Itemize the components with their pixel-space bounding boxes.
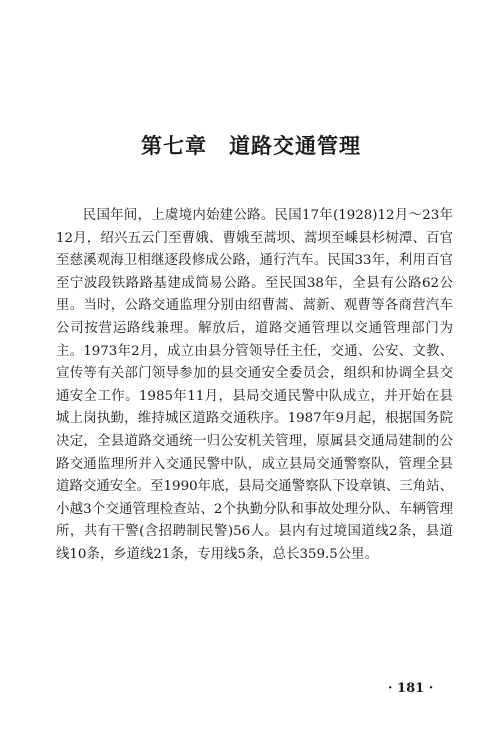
body-paragraph: 民国年间，上虞境内始建公路。民国17年(1928)12月～23年12月，绍兴五云门至曹娥、曹娥至蒿坝、蒿坝至嵊县杉树潭、百官至慈溪观海卫相继逐段修成公路，通行汽车。民国33年，利用百官至宁波段铁路路基建成简易公路。至民国38年，全县有公路62公里。当时，公路交通监理分别由绍曹蒿、蒿新、观曹等各商营汽车公司按营运路线兼理。解放后，道路交通管理以交通管理部门为主。1973年2月，成立由县分管领导任主任，交通、公安、文教、宣传等有关部门领导参加的县交通安全委员会，组织和协调全县交通安全工作。1985年11月，县局交通民警中队成立，并开始在县城上岗执勤，维持城区道路交通秩序。1987年9月起，根据国务院决定，全县道路交通统一归公安机关管理，原属县交通局建制的公路交通监理所并入交通民警中队，成立县局交通警察队，管理全县道路交通安全。至1990年底，县局交通警察队下设章镇、三角站、小越3个交通管理检查站、2个执勤分队和事故处理分队、车辆管理所，共有干警(含招聘制民警)56人。县内有过境国道线2条，县道线10条，乡道线21条，专用线5条，总长359.5公里。 bbox=[56, 208, 453, 562]
page-number: · 181 · bbox=[388, 681, 434, 696]
chapter-title: 第七章 道路交通管理 bbox=[141, 134, 361, 159]
